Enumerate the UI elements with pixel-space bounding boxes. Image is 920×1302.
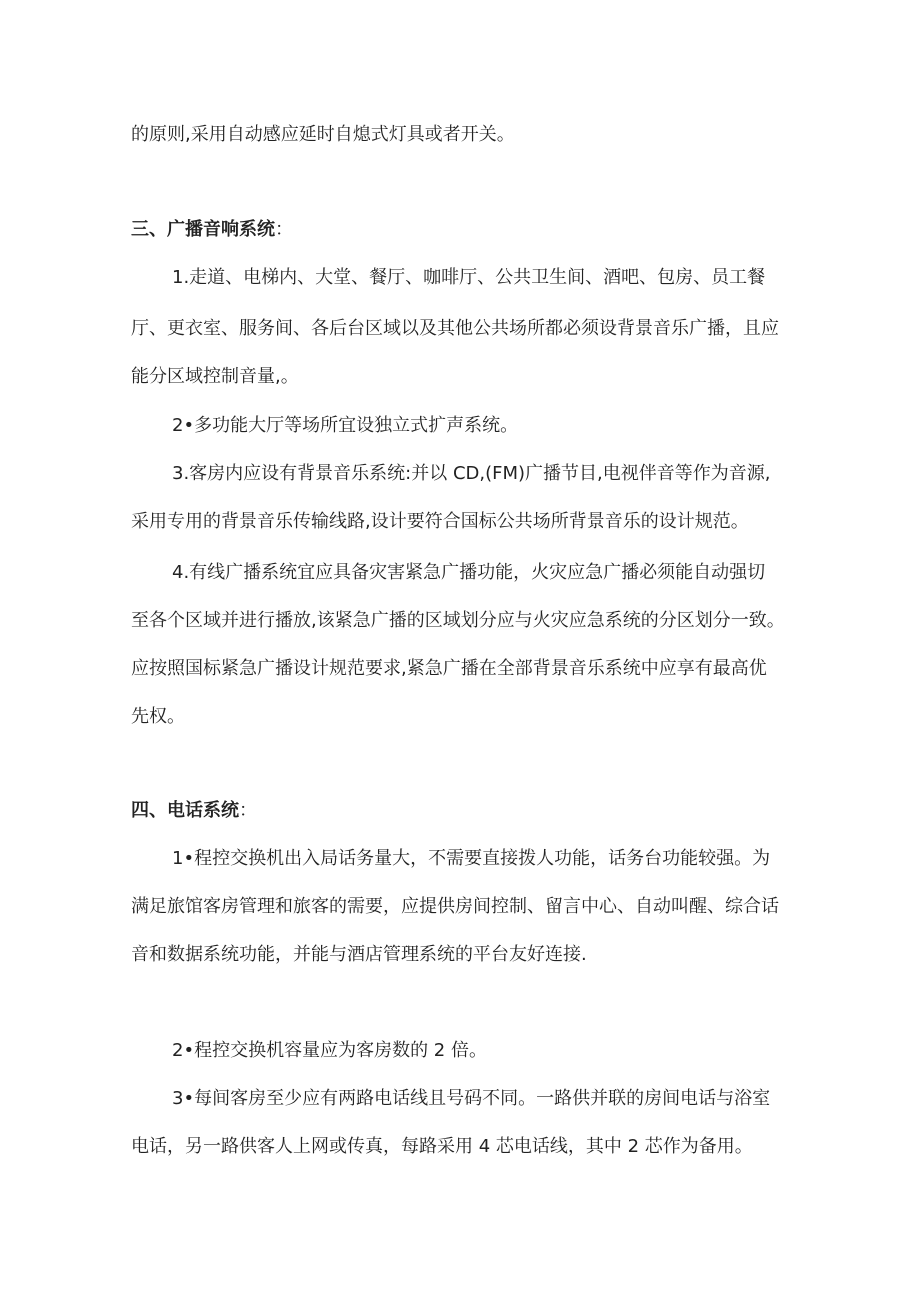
section-3-item-3-line: 采用专用的背景音乐传输线路,设计要符合国标公共场所背景音乐的设计规范。 [131, 511, 749, 532]
section-3-item-2-line: 2•多功能大厅等场所宜设独立式扩声系统。 [172, 415, 519, 436]
section-3-heading-colon: ： [275, 219, 293, 240]
section-3-item-4-line: 先权。 [131, 706, 185, 727]
section-4-item-2-line: 2•程控交换机容量应为客房数的 2 倍。 [172, 1040, 487, 1061]
section-4-heading-text: 四、电话系统 [131, 800, 239, 821]
continuation-line: 的原则,采用自动感应延时自熄式灯具或者开关。 [131, 124, 515, 145]
section-4-item-1-line: 1•程控交换机出入局话务量大，不需要直接拨人功能，话务台功能较强。为 [172, 848, 771, 869]
section-4-heading-colon: ： [239, 800, 257, 821]
section-3-item-3-line: 3.客房内应设有背景音乐系统:并以 CD,(FM)广播节目,电视伴音等作为音源, [172, 463, 771, 484]
section-4-item-3-line: 3•每间客房至少应有两路电话线且号码不同。一路供并联的房间电话与浴室 [172, 1088, 771, 1109]
section-4-item-3-line: 电话，另一路供客人上网或传真，每路采用 4 芯电话线，其中 2 芯作为备用。 [131, 1136, 753, 1157]
section-3-item-1-line: 1.走道、电梯内、大堂、餐厅、咖啡厅、公共卫生间、酒吧、包房、员工餐 [172, 267, 766, 288]
section-3-item-4-line: 应按照国标紧急广播设计规范要求,紧急广播在全部背景音乐系统中应享有最高优 [131, 658, 767, 679]
section-4-item-1-line: 音和数据系统功能，并能与酒店管理系统的平台友好连接. [131, 944, 587, 965]
section-3-item-1-line: 能分区域控制音量,。 [131, 366, 299, 387]
section-3-item-4-line: 至各个区域并进行播放,该紧急广播的区域划分应与火灾应急系统的分区划分一致。 [131, 610, 785, 631]
section-3-item-4-line: 4.有线广播系统宜应具备灾害紧急广播功能，火灾应急广播必须能自动强切 [172, 562, 766, 583]
section-3-item-1-line: 厅、更衣室、服务间、各后台区域以及其他公共场所都必须设背景音乐广播，且应 [131, 318, 779, 339]
section-4-heading [131, 799, 257, 823]
section-3-heading [131, 218, 293, 242]
section-3-heading-text: 三、广播音响系统 [131, 219, 275, 240]
section-4-item-1-line: 满足旅馆客房管理和旅客的需要，应提供房间控制、留言中心、自动叫醒、综合话 [131, 896, 779, 917]
